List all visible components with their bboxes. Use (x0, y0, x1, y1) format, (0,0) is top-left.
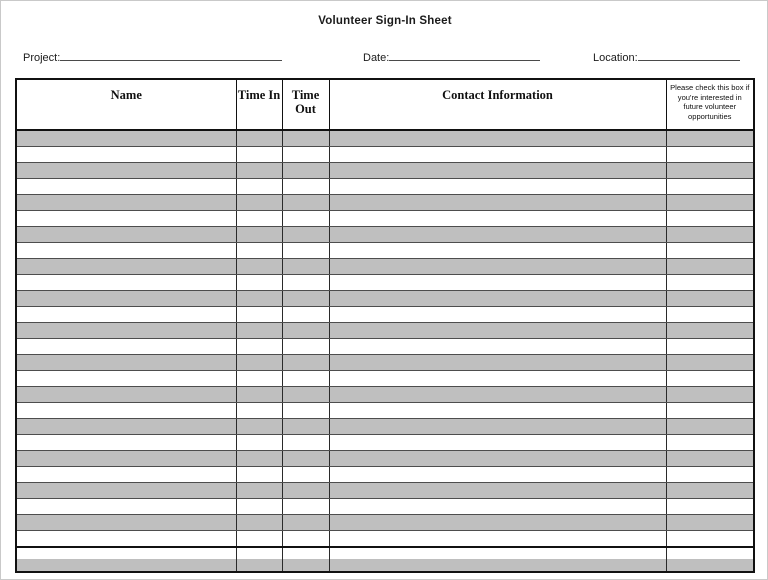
cell-time_out[interactable] (282, 147, 329, 163)
cell-contact[interactable] (329, 531, 666, 548)
cell-check[interactable] (666, 483, 754, 499)
cell-name[interactable] (16, 291, 236, 307)
cell-time_out[interactable] (282, 130, 329, 147)
table-row[interactable] (16, 547, 754, 572)
cell-contact[interactable] (329, 163, 666, 179)
cell-name[interactable] (16, 483, 236, 499)
cell-time_in[interactable] (236, 355, 282, 371)
cell-time_out[interactable] (282, 435, 329, 451)
project-field-label: Project: (23, 52, 61, 64)
cell-name[interactable] (16, 435, 236, 451)
cell-time_in[interactable] (236, 419, 282, 435)
cell-contact[interactable] (329, 371, 666, 387)
table-row[interactable] (16, 307, 754, 323)
table-row[interactable] (16, 499, 754, 515)
cell-name[interactable] (16, 211, 236, 227)
table-row[interactable] (16, 467, 754, 483)
cell-check[interactable] (666, 259, 754, 275)
cell-time_in[interactable] (236, 515, 282, 531)
cell-time_in[interactable] (236, 371, 282, 387)
cell-time_out[interactable] (282, 163, 329, 179)
cell-check[interactable] (666, 227, 754, 243)
cell-name[interactable] (16, 163, 236, 179)
table-row[interactable] (16, 227, 754, 243)
cell-time_out[interactable] (282, 483, 329, 499)
table-row[interactable] (16, 195, 754, 211)
cell-contact[interactable] (329, 259, 666, 275)
cell-time_out[interactable] (282, 275, 329, 291)
cell-check[interactable] (666, 275, 754, 291)
cell-check[interactable] (666, 467, 754, 483)
column-header-time-in-label: Time In (237, 88, 281, 102)
cell-time_out[interactable] (282, 195, 329, 211)
cell-time_in[interactable] (236, 531, 282, 548)
cell-contact[interactable] (329, 403, 666, 419)
cell-time_in[interactable] (236, 547, 282, 572)
column-header-name-label: Name (110, 88, 142, 102)
table-row[interactable] (16, 179, 754, 195)
cell-check[interactable] (666, 387, 754, 403)
table-row[interactable] (16, 323, 754, 339)
cell-time_in[interactable] (236, 483, 282, 499)
cell-time_in[interactable] (236, 130, 282, 147)
table-row[interactable] (16, 163, 754, 179)
table-row[interactable] (16, 371, 754, 387)
column-header-interest-checkbox (666, 79, 754, 130)
cell-time_in[interactable] (236, 147, 282, 163)
cell-name[interactable] (16, 179, 236, 195)
sign-in-table (15, 78, 755, 573)
cell-contact[interactable] (329, 547, 666, 572)
cell-name[interactable] (16, 451, 236, 467)
cell-contact[interactable] (329, 179, 666, 195)
cell-contact[interactable] (329, 275, 666, 291)
cell-name[interactable] (16, 387, 236, 403)
cell-check[interactable] (666, 419, 754, 435)
date-field-label: Date: (363, 52, 390, 64)
cell-name[interactable] (16, 371, 236, 387)
cell-contact[interactable] (329, 419, 666, 435)
cell-time_in[interactable] (236, 451, 282, 467)
cell-contact[interactable] (329, 243, 666, 259)
cell-contact[interactable] (329, 483, 666, 499)
cell-contact[interactable] (329, 147, 666, 163)
cell-time_out[interactable] (282, 227, 329, 243)
cell-time_in[interactable] (236, 259, 282, 275)
cell-check[interactable] (666, 307, 754, 323)
table-row[interactable] (16, 451, 754, 467)
cell-contact[interactable] (329, 227, 666, 243)
cell-contact[interactable] (329, 323, 666, 339)
column-header-contact-information (329, 79, 666, 130)
cell-time_out[interactable] (282, 403, 329, 419)
table-row[interactable] (16, 403, 754, 419)
cell-check[interactable] (666, 531, 754, 548)
cell-time_in[interactable] (236, 387, 282, 403)
cell-time_in[interactable] (236, 163, 282, 179)
meta-fields-row (1, 49, 768, 67)
cell-check[interactable] (666, 323, 754, 339)
cell-name[interactable] (16, 419, 236, 435)
cell-check[interactable] (666, 435, 754, 451)
cell-name[interactable] (16, 195, 236, 211)
table-row[interactable] (16, 291, 754, 307)
project-field[interactable] (23, 49, 282, 64)
cell-name[interactable] (16, 547, 236, 572)
table-row[interactable] (16, 419, 754, 435)
cell-time_in[interactable] (236, 467, 282, 483)
cell-time_in[interactable] (236, 291, 282, 307)
column-header-time-out-label: Time Out (291, 88, 320, 116)
cell-name[interactable] (16, 467, 236, 483)
cell-contact[interactable] (329, 339, 666, 355)
table-row[interactable] (16, 515, 754, 531)
table-row[interactable] (16, 130, 754, 147)
cell-check[interactable] (666, 243, 754, 259)
table-row[interactable] (16, 435, 754, 451)
cell-contact[interactable] (329, 467, 666, 483)
cell-time_out[interactable] (282, 243, 329, 259)
project-field-input[interactable] (60, 49, 282, 61)
cell-check[interactable] (666, 547, 754, 572)
cell-time_out[interactable] (282, 291, 329, 307)
table-row[interactable] (16, 355, 754, 371)
location-field-label: Location: (593, 52, 638, 64)
cell-name[interactable] (16, 499, 236, 515)
cell-time_in[interactable] (236, 179, 282, 195)
table-row[interactable] (16, 243, 754, 259)
cell-check[interactable] (666, 163, 754, 179)
cell-check[interactable] (666, 195, 754, 211)
cell-time_out[interactable] (282, 515, 329, 531)
cell-contact[interactable] (329, 307, 666, 323)
cell-check[interactable] (666, 499, 754, 515)
cell-name[interactable] (16, 130, 236, 147)
cell-contact[interactable] (329, 515, 666, 531)
cell-time_in[interactable] (236, 435, 282, 451)
cell-time_out[interactable] (282, 371, 329, 387)
cell-time_out[interactable] (282, 323, 329, 339)
cell-check[interactable] (666, 515, 754, 531)
date-field[interactable] (363, 49, 540, 64)
cell-check[interactable] (666, 403, 754, 419)
cell-check[interactable] (666, 147, 754, 163)
cell-time_out[interactable] (282, 499, 329, 515)
column-header-time-out (282, 79, 329, 130)
cell-time_in[interactable] (236, 211, 282, 227)
date-field-input[interactable] (389, 49, 540, 61)
cell-time_in[interactable] (236, 195, 282, 211)
cell-time_in[interactable] (236, 403, 282, 419)
cell-name[interactable] (16, 243, 236, 259)
cell-name[interactable] (16, 227, 236, 243)
cell-time_out[interactable] (282, 339, 329, 355)
cell-time_out[interactable] (282, 259, 329, 275)
cell-time_out[interactable] (282, 211, 329, 227)
cell-check[interactable] (666, 355, 754, 371)
cell-name[interactable] (16, 259, 236, 275)
table-row[interactable] (16, 339, 754, 355)
cell-time_out[interactable] (282, 531, 329, 548)
cell-contact[interactable] (329, 195, 666, 211)
cell-time_out[interactable] (282, 307, 329, 323)
cell-name[interactable] (16, 323, 236, 339)
cell-contact[interactable] (329, 451, 666, 467)
column-header-name (16, 79, 236, 130)
cell-contact[interactable] (329, 130, 666, 147)
table-row[interactable] (16, 275, 754, 291)
cell-check[interactable] (666, 339, 754, 355)
cell-time_out[interactable] (282, 355, 329, 371)
cell-name[interactable] (16, 275, 236, 291)
table-row[interactable] (16, 483, 754, 499)
table-row[interactable] (16, 387, 754, 403)
cell-time_in[interactable] (236, 275, 282, 291)
cell-time_out[interactable] (282, 467, 329, 483)
cell-time_in[interactable] (236, 323, 282, 339)
page-title: Volunteer Sign-In Sheet (318, 15, 452, 27)
cell-time_in[interactable] (236, 307, 282, 323)
cell-contact[interactable] (329, 387, 666, 403)
cell-name[interactable] (16, 355, 236, 371)
cell-check[interactable] (666, 211, 754, 227)
cell-time_in[interactable] (236, 227, 282, 243)
cell-check[interactable] (666, 291, 754, 307)
cell-time_out[interactable] (282, 179, 329, 195)
cell-time_out[interactable] (282, 451, 329, 467)
column-header-time-in (236, 79, 282, 130)
cell-name[interactable] (16, 531, 236, 548)
column-header-contact-information-label: Contact Information (442, 88, 553, 102)
cell-time_in[interactable] (236, 339, 282, 355)
cell-check[interactable] (666, 179, 754, 195)
cell-time_out[interactable] (282, 387, 329, 403)
table-row[interactable] (16, 147, 754, 163)
cell-name[interactable] (16, 147, 236, 163)
cell-check[interactable] (666, 371, 754, 387)
cell-time_in[interactable] (236, 499, 282, 515)
cell-time_out[interactable] (282, 419, 329, 435)
cell-name[interactable] (16, 307, 236, 323)
table-header-row (16, 79, 754, 130)
cell-check[interactable] (666, 130, 754, 147)
cell-contact[interactable] (329, 355, 666, 371)
cell-name[interactable] (16, 403, 236, 419)
cell-contact[interactable] (329, 499, 666, 515)
table-row[interactable] (16, 531, 754, 548)
table-row[interactable] (16, 259, 754, 275)
cell-name[interactable] (16, 515, 236, 531)
cell-time_out[interactable] (282, 547, 329, 572)
location-field[interactable] (593, 49, 740, 64)
location-field-input[interactable] (638, 49, 740, 61)
cell-name[interactable] (16, 339, 236, 355)
cell-contact[interactable] (329, 291, 666, 307)
cell-contact[interactable] (329, 435, 666, 451)
cell-time_in[interactable] (236, 243, 282, 259)
column-header-interest-checkbox-label: Please check this box if you're interested in future volunteer opportunities (670, 83, 750, 122)
cell-contact[interactable] (329, 211, 666, 227)
table-body (16, 130, 754, 572)
cell-check[interactable] (666, 451, 754, 467)
table-row[interactable] (16, 211, 754, 227)
